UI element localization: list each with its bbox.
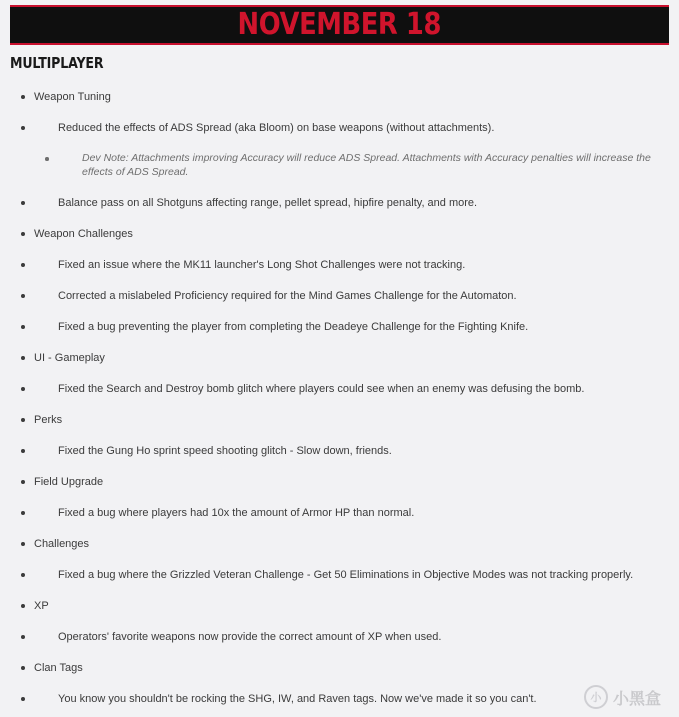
category-label: Weapon Challenges bbox=[34, 227, 669, 241]
dev-note: Dev Note: Attachments improving Accuracy will reduce ADS Spread. Attachments with Accuracy penalties will increase the effects of ADS Spread. bbox=[58, 152, 669, 179]
category-label: XP bbox=[34, 599, 669, 613]
bullet-icon bbox=[21, 387, 25, 391]
bullet-icon bbox=[21, 356, 25, 360]
section-heading: MULTIPLAYER bbox=[10, 54, 104, 72]
bullet-icon bbox=[21, 95, 25, 99]
bullet-icon bbox=[21, 418, 25, 422]
item-list bbox=[34, 444, 669, 458]
bullet-icon bbox=[21, 294, 25, 298]
list-item: Fixed a bug where players had 10x the amount of Armor HP than normal. bbox=[34, 506, 669, 520]
bullet-icon bbox=[21, 126, 25, 130]
category-label: Challenges bbox=[34, 537, 669, 551]
item-list bbox=[34, 121, 669, 210]
bullet-icon bbox=[21, 666, 25, 670]
list-item: Balance pass on all Shotguns affecting range, pellet spread, hipfire penalty, and more. bbox=[34, 196, 669, 210]
list-item: Fixed the Search and Destroy bomb glitch where players could see when an enemy was defusing the bomb. bbox=[34, 382, 669, 396]
bullet-icon bbox=[21, 511, 25, 515]
item-list bbox=[34, 568, 669, 582]
list-item: You know you shouldn't be rocking the SHG, IW, and Raven tags. Now we've made it so you can't. bbox=[34, 692, 669, 706]
item-list bbox=[34, 258, 669, 334]
site-watermark bbox=[584, 685, 661, 709]
item-list bbox=[34, 382, 669, 396]
category-label: Weapon Tuning bbox=[34, 90, 669, 104]
category-list bbox=[10, 90, 669, 706]
list-item: Corrected a mislabeled Proficiency required for the Mind Games Challenge for the Automaton. bbox=[34, 289, 669, 303]
category-weapon-challenges bbox=[10, 227, 669, 334]
category-ui-gameplay bbox=[10, 351, 669, 396]
bullet-icon bbox=[21, 232, 25, 236]
category-label: UI - Gameplay bbox=[34, 351, 669, 365]
category-label: Field Upgrade bbox=[34, 475, 669, 489]
category-challenges bbox=[10, 537, 669, 582]
item-list bbox=[34, 630, 669, 644]
bullet-icon bbox=[21, 480, 25, 484]
watermark-label: 小黑盒 bbox=[612, 690, 661, 708]
category-xp bbox=[10, 599, 669, 644]
bullet-icon bbox=[21, 449, 25, 453]
watermark-logo-icon: 小 bbox=[584, 685, 608, 709]
bullet-icon bbox=[21, 635, 25, 639]
list-item: Fixed an issue where the MK11 launcher's Long Shot Challenges were not tracking. bbox=[34, 258, 669, 272]
bullet-icon bbox=[21, 201, 25, 205]
bullet-icon bbox=[45, 157, 49, 161]
list-item: Fixed a bug preventing the player from completing the Deadeye Challenge for the Fighting Knife. bbox=[34, 320, 669, 334]
bullet-icon bbox=[21, 697, 25, 701]
item-list bbox=[34, 506, 669, 520]
category-weapon-tuning bbox=[10, 90, 669, 210]
date-banner bbox=[10, 5, 669, 45]
bullet-icon bbox=[21, 325, 25, 329]
bullet-icon bbox=[21, 542, 25, 546]
bullet-icon bbox=[21, 604, 25, 608]
category-label: Clan Tags bbox=[34, 661, 669, 675]
category-perks bbox=[10, 413, 669, 458]
category-label: Perks bbox=[34, 413, 669, 427]
list-item: Fixed a bug where the Grizzled Veteran Challenge - Get 50 Eliminations in Objective Modes was not tracking properly. bbox=[34, 568, 669, 582]
category-clan-tags bbox=[10, 661, 669, 706]
banner-title: NOVEMBER 18 bbox=[237, 7, 442, 42]
list-item: Fixed the Gung Ho sprint speed shooting glitch - Slow down, friends. bbox=[34, 444, 669, 458]
bullet-icon bbox=[21, 573, 25, 577]
bullet-icon bbox=[21, 263, 25, 267]
note-list bbox=[58, 152, 669, 179]
list-item: Operators' favorite weapons now provide the correct amount of XP when used. bbox=[34, 630, 669, 644]
list-item: Reduced the effects of ADS Spread (aka Bloom) on base weapons (without attachments). Dev Note: Attachments improving Accuracy will reduce ADS Spread. Attachments with Accuracy penalties will increase the effects of ADS Spread. bbox=[34, 121, 669, 179]
category-field-upgrade bbox=[10, 475, 669, 520]
item-list bbox=[34, 692, 669, 706]
